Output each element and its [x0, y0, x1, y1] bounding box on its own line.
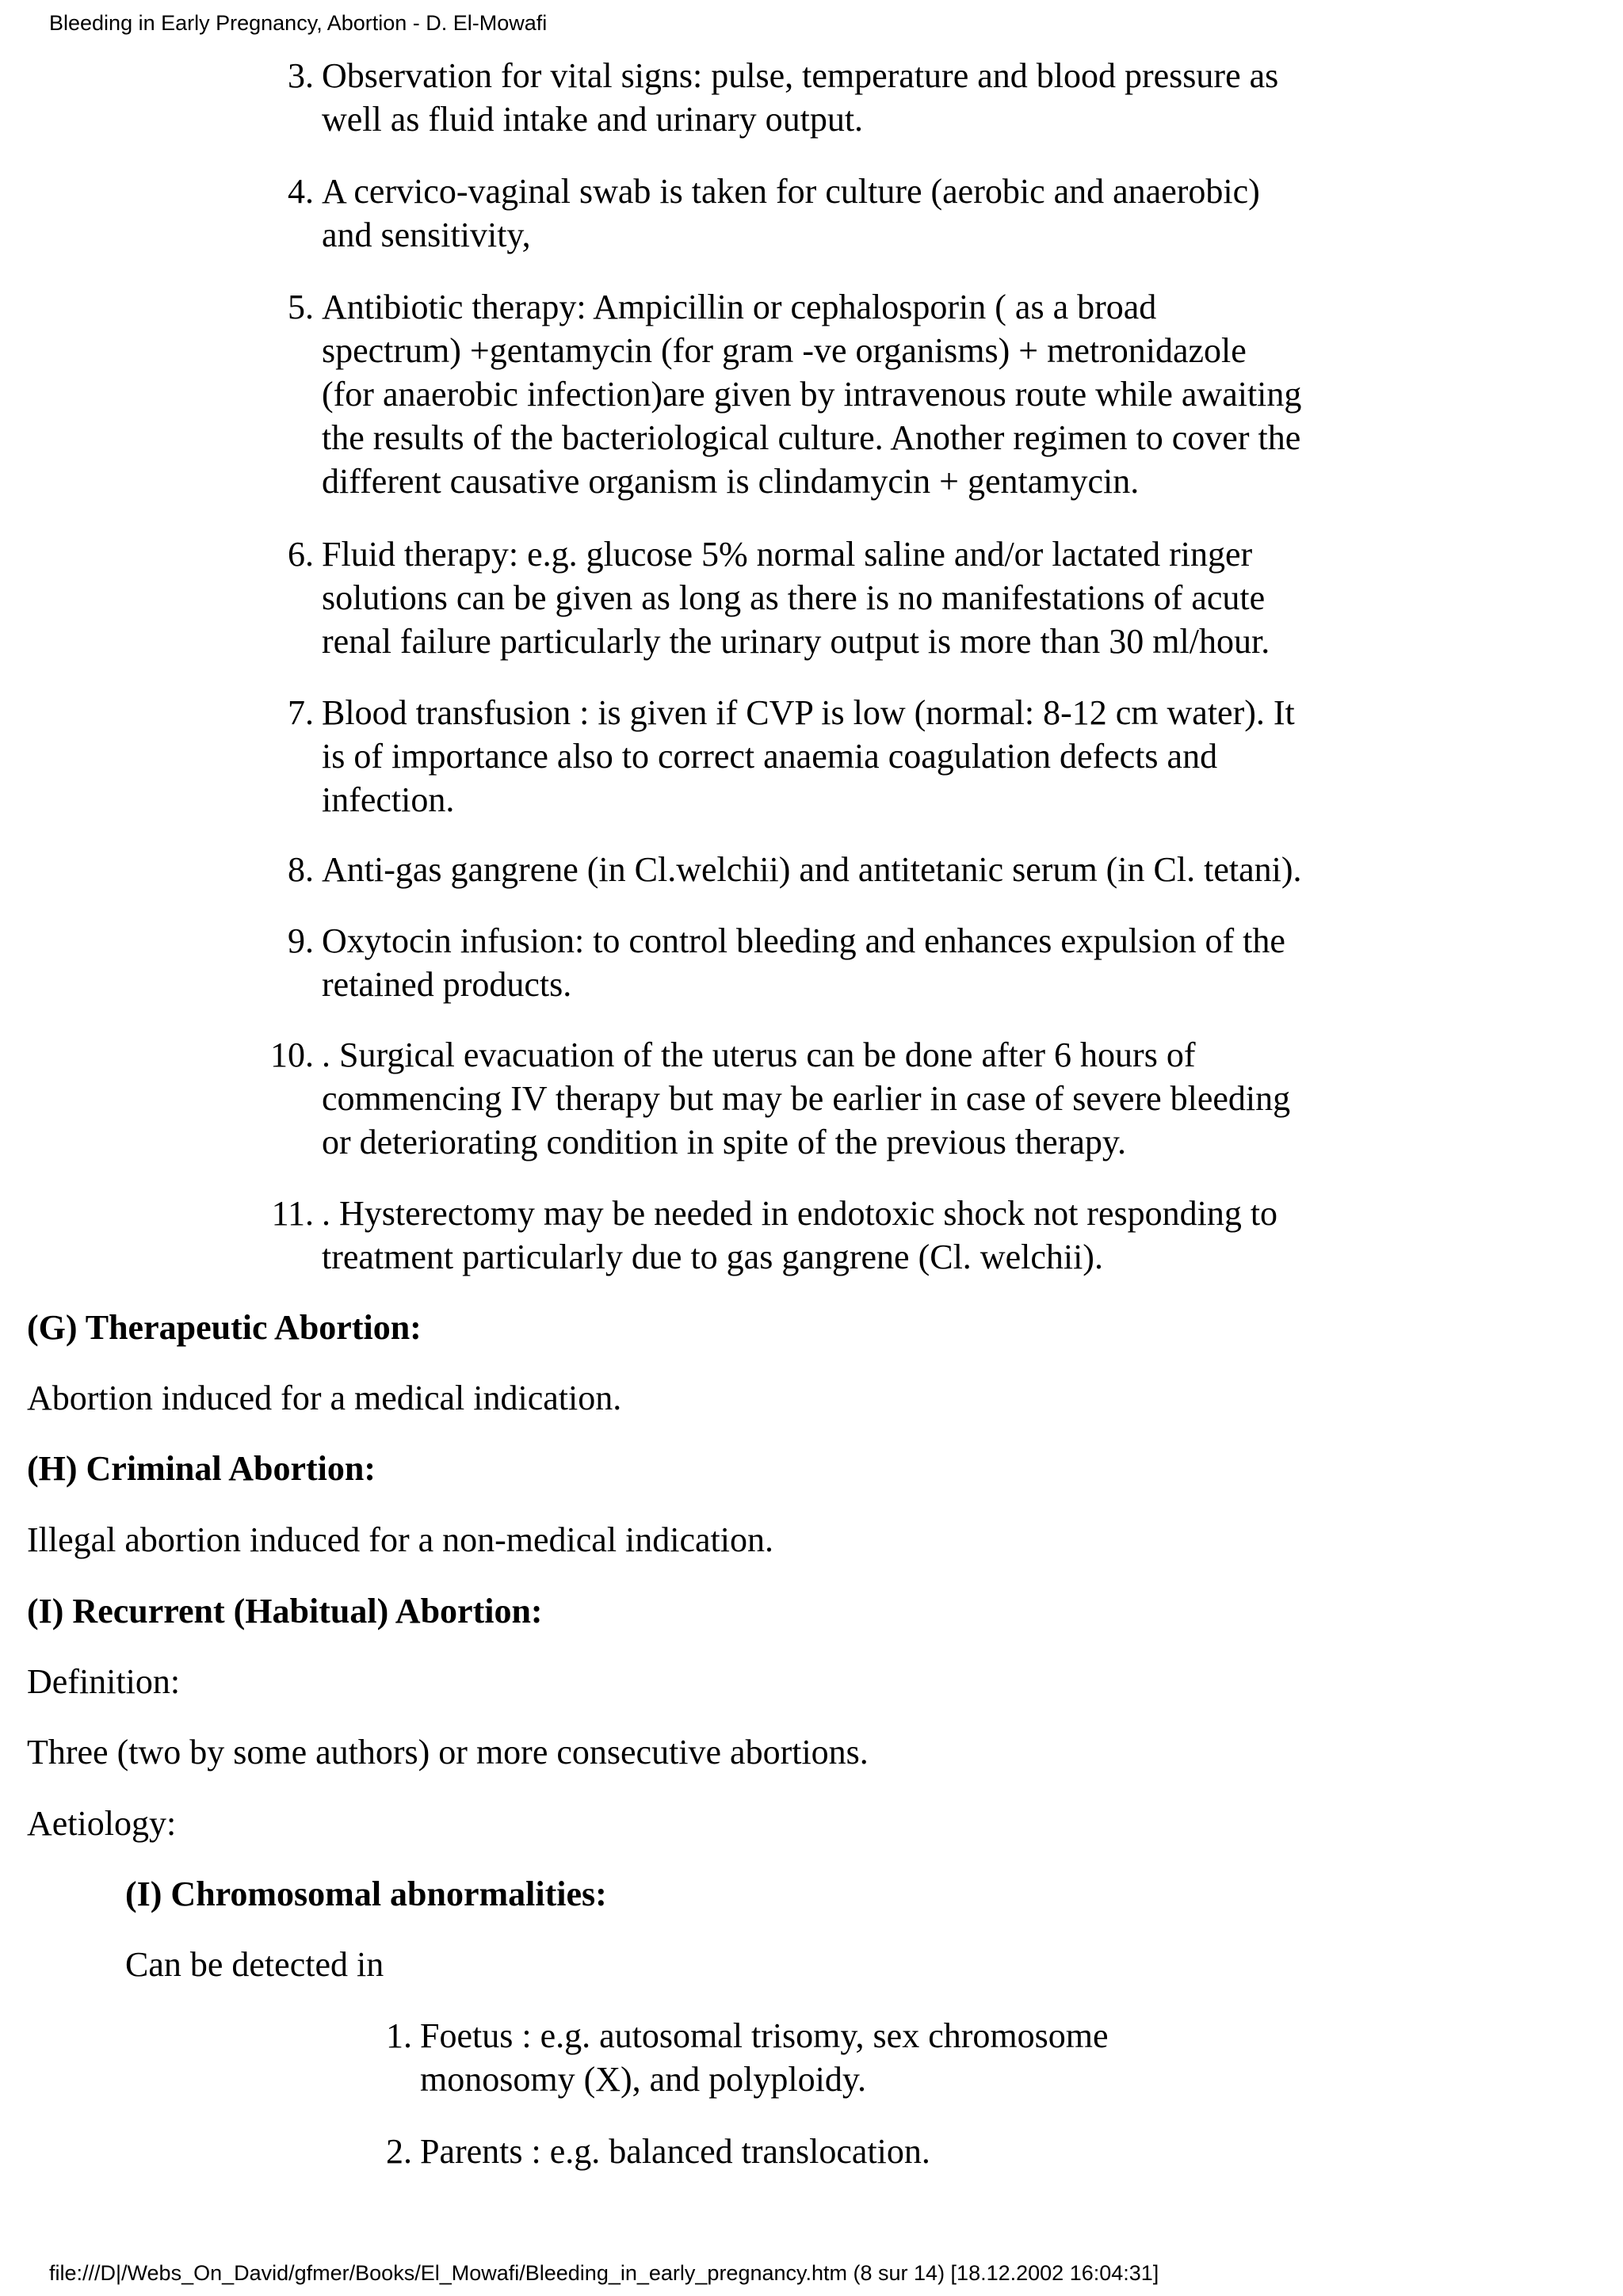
- list-item-line: . Surgical evacuation of the uterus can be done after 6 hours of: [322, 1035, 1196, 1074]
- list-item-number: 7.: [288, 693, 314, 732]
- list-item-line: Parents : e.g. balanced translocation.: [420, 2132, 930, 2171]
- list-item-line: monosomy (X), and polyploidy.: [420, 2060, 866, 2099]
- list-item-line: or deteriorating condition in spite of the previous therapy.: [322, 1123, 1126, 1161]
- list-item-line: well as fluid intake and urinary output.: [322, 100, 864, 139]
- list-item-line: (for anaerobic infection)are given by intravenous route while awaiting: [322, 375, 1302, 414]
- section-heading-recurrent-abortion: (I) Recurrent (Habitual) Abortion:: [27, 1592, 543, 1630]
- section-text-therapeutic-abortion: Abortion induced for a medical indication.: [27, 1379, 622, 1417]
- list-item-line: Antibiotic therapy: Ampicillin or cephalosporin ( as a broad: [322, 288, 1157, 326]
- list-item: [288, 691, 1431, 822]
- list-item-number: 5.: [288, 288, 314, 326]
- list-item-line: Fluid therapy: e.g. glucose 5% normal saline and/or lactated ringer: [322, 535, 1253, 574]
- definition-text: Three (two by some authors) or more consecutive abortions.: [27, 1733, 869, 1772]
- list-item-number: 9.: [288, 921, 314, 960]
- list-item: [386, 2014, 1292, 2101]
- list-item-line: and sensitivity,: [322, 215, 531, 254]
- list-item: [270, 1033, 1431, 1164]
- list-item-line: spectrum) +gentamycin (for gram -ve organisms) + metronidazole: [322, 331, 1247, 370]
- list-item-number: 10.: [270, 1035, 314, 1074]
- page-header-title: Bleeding in Early Pregnancy, Abortion - D. El-Mowafi: [49, 11, 548, 35]
- subsection-heading-chromosomal: (I) Chromosomal abnormalities:: [125, 1875, 607, 1913]
- section-heading-criminal-abortion: (H) Criminal Abortion:: [27, 1449, 376, 1488]
- list-item-line: Blood transfusion : is given if CVP is low (normal: 8-12 cm water). It: [322, 693, 1295, 732]
- list-item-number: 1.: [386, 2016, 412, 2055]
- list-item-line: retained products.: [322, 965, 572, 1004]
- list-item-line: treatment particularly due to gas gangrene (Cl. welchii).: [322, 1238, 1103, 1276]
- list-item-line: solutions can be given as long as there is no manifestations of acute: [322, 578, 1266, 617]
- list-item-line: infection.: [322, 780, 455, 819]
- section-heading-therapeutic-abortion: (G) Therapeutic Abortion:: [27, 1308, 422, 1347]
- list-item-line: A cervico-vaginal swab is taken for culture (aerobic and anaerobic): [322, 172, 1260, 211]
- list-item-line: is of importance also to correct anaemia coagulation defects and: [322, 737, 1218, 776]
- definition-label: Definition:: [27, 1662, 181, 1701]
- list-item-number: 8.: [288, 850, 314, 889]
- list-item-line: commencing IV therapy but may be earlier in case of severe bleeding: [322, 1079, 1291, 1118]
- list-item: [288, 919, 1431, 1006]
- subsection-text-chromosomal: Can be detected in: [125, 1945, 384, 1984]
- page-footer-path: file:///D|/Webs_On_David/gfmer/Books/El_Mowafi/Bleeding_in_early_pregnancy.htm (8 sur 14) [18.12.2002 16:04:31]: [49, 2261, 1159, 2285]
- list-item-line: . Hysterectomy may be needed in endotoxic shock not responding to: [322, 1194, 1278, 1233]
- list-item: [288, 54, 1431, 141]
- list-item: [271, 1192, 1431, 1279]
- list-item-number: 6.: [288, 535, 314, 574]
- list-item: [288, 848, 1431, 891]
- aetiology-label: Aetiology:: [27, 1804, 177, 1843]
- list-item-line: the results of the bacteriological culture. Another regimen to cover the: [322, 418, 1301, 457]
- list-item-number: 4.: [288, 172, 314, 211]
- list-item: [288, 532, 1431, 663]
- list-item-line: Oxytocin infusion: to control bleeding and enhances expulsion of the: [322, 921, 1285, 960]
- list-item-number: 2.: [386, 2132, 412, 2171]
- list-item-line: Observation for vital signs: pulse, temperature and blood pressure as: [322, 56, 1279, 95]
- list-item-number: 11.: [271, 1194, 314, 1233]
- list-item-line: Foetus : e.g. autosomal trisomy, sex chromosome: [420, 2016, 1109, 2055]
- section-text-criminal-abortion: Illegal abortion induced for a non-medical indication.: [27, 1520, 774, 1559]
- list-item-line: renal failure particularly the urinary output is more than 30 ml/hour.: [322, 622, 1270, 661]
- list-item: [288, 170, 1431, 257]
- list-item-line: different causative organism is clindamycin + gentamycin.: [322, 462, 1140, 501]
- list-item-number: 3.: [288, 56, 314, 95]
- list-item-line: Anti-gas gangrene (in Cl.welchii) and antitetanic serum (in Cl. tetani).: [322, 850, 1302, 889]
- list-item: [288, 285, 1431, 503]
- list-item: [386, 2130, 1292, 2173]
